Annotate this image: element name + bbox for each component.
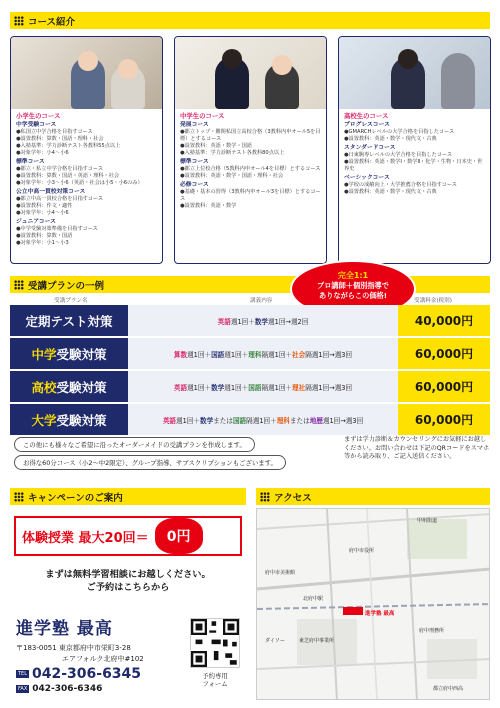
school-name: 進学塾 最高 bbox=[16, 619, 113, 639]
fax-row bbox=[16, 684, 102, 694]
plan-desc-part: 英語 bbox=[173, 383, 188, 392]
course-detail: ●設置教科：英語・数学・国語 bbox=[180, 143, 252, 149]
school-building: エアフォルク北府中#102 bbox=[62, 655, 144, 663]
plan-row bbox=[10, 371, 490, 402]
plan-name bbox=[10, 371, 128, 402]
course-detail: ●基礎・基本の習得（3教科内申オール3を目標）とするコース bbox=[180, 189, 321, 202]
plan-desc-part: 隔週1回＋ bbox=[261, 383, 293, 392]
school-address: 〒183-0051 東京都府中市栄町3-28 bbox=[16, 644, 131, 652]
plan-name bbox=[10, 404, 128, 435]
course-detail: ●日東駒専レベルの大学合格を目指したコース bbox=[344, 152, 453, 158]
plan-desc-part: 算数 bbox=[173, 350, 188, 359]
course-detail: ●設置教科：英語・数学・現代文・古典 bbox=[344, 189, 437, 195]
access-title: アクセス bbox=[274, 492, 312, 504]
plan-desc-part: 週1回＋ bbox=[176, 416, 200, 425]
plan-name-text: 定期テスト対策 bbox=[25, 313, 113, 329]
school-fax: 042-306-6346 bbox=[32, 684, 103, 694]
map-label-koshu: 甲州街道 bbox=[417, 518, 438, 524]
plan-description bbox=[128, 404, 398, 435]
course-card-junior-high bbox=[174, 36, 327, 264]
course-group-name: 発展コース bbox=[180, 122, 209, 128]
plan-desc-part: 理科 bbox=[276, 416, 290, 425]
plan-desc-part: 国語 bbox=[248, 383, 262, 392]
course-section-header bbox=[10, 12, 490, 29]
plan-description bbox=[128, 338, 398, 369]
course-detail: ●対象学年：小1〜小3 bbox=[16, 240, 69, 246]
course-detail: ●中学受験対策準備を目指すコース bbox=[16, 226, 98, 232]
campaign-offer-box bbox=[14, 516, 242, 556]
plan-desc-part: または bbox=[289, 416, 310, 425]
plan-row bbox=[10, 338, 490, 369]
campaign-invite bbox=[14, 568, 242, 594]
plan-desc-part: 社会 bbox=[292, 350, 306, 359]
map-label-city-hall: 府中市役所 bbox=[349, 548, 375, 554]
plan-price: 60,000円 bbox=[398, 371, 490, 402]
plan-name bbox=[10, 305, 128, 336]
campaign-offer: 体験授業 最大20回＝ bbox=[22, 530, 149, 546]
plan-name-highlight: 大学 bbox=[31, 412, 57, 428]
plan-desc-part: 週1回＋ bbox=[230, 317, 255, 326]
course-card-elementary bbox=[10, 36, 163, 264]
plan-desc-part: 数学 bbox=[211, 383, 225, 392]
course-group-name: 公立中高一貫校対策コース bbox=[16, 189, 86, 195]
counseling-note: まずは学力診断＆カウンセリングにお気軽にお越しください。お問い合わせは下記のQRコードをスマホ等から読み取り、ご記入送信ください。 bbox=[344, 436, 490, 461]
plan-desc-part: 隔週1回→週3回 bbox=[305, 383, 353, 392]
phone-icon: TEL bbox=[18, 671, 27, 677]
course-group-name: スタンダードコース bbox=[344, 145, 396, 151]
fax-icon: FAX bbox=[18, 686, 28, 692]
course-group-name: 標準コース bbox=[16, 159, 45, 165]
course-detail: ●入塾基準：学力診断テスト各教科55点以上 bbox=[16, 143, 121, 149]
plan-price: 40,000円 bbox=[398, 305, 490, 336]
dots-icon bbox=[260, 492, 270, 502]
map-label-toshiba: 東芝府中事業所 bbox=[299, 638, 335, 644]
plan-desc-part: 国語 bbox=[232, 416, 247, 425]
course-detail: ●学校の成績向上・大学推薦合格を目指すコース bbox=[344, 182, 457, 188]
plan-desc-part: 週1回＋ bbox=[187, 383, 212, 392]
photo-junior-high bbox=[175, 37, 326, 109]
col-plan-label: 受講プラン名 bbox=[54, 298, 88, 304]
plan-description bbox=[128, 371, 398, 402]
campaign-title: キャンペーンのご案内 bbox=[28, 492, 123, 504]
dots-icon bbox=[14, 280, 24, 290]
plan-desc-part: 週1回＋ bbox=[187, 350, 212, 359]
col-price-label: 受講料金(税別) bbox=[414, 298, 452, 304]
plan-section-header bbox=[10, 276, 490, 293]
badge-line1: 完全1:1 bbox=[337, 271, 369, 280]
course-detail: ●設置教科：作文・適性 bbox=[16, 203, 73, 209]
qr-code[interactable] bbox=[190, 618, 240, 668]
plan-desc-part: 数学 bbox=[199, 416, 214, 425]
map-label-school: 進学塾 最高 bbox=[365, 611, 395, 617]
map-label-kitafuchu: 北府中駅 bbox=[303, 596, 324, 602]
plan-row bbox=[10, 305, 490, 336]
course-group-name: プログレスコース bbox=[344, 122, 390, 128]
access-map[interactable] bbox=[256, 508, 490, 700]
plan-name-text: 受験対策 bbox=[56, 379, 107, 395]
course-detail: ●都立・私立中学合格を目指すコース bbox=[16, 166, 104, 172]
qr-caption-line2: フォーム bbox=[202, 680, 228, 688]
course-detail: ●設置教科：算数・国語・英語・理科・社会 bbox=[16, 173, 120, 179]
plan-desc-part: 理科 bbox=[248, 350, 262, 359]
course-detail: ●対象学年：小4〜小6 bbox=[16, 210, 69, 216]
plan-desc-part: 隔週1回＋ bbox=[246, 416, 277, 425]
course-detail: ●対象学年：小3〜小6（英語・社会は小5・小6のみ） bbox=[16, 180, 143, 186]
discount-note: お得な60分コース（小2〜中2限定）、グループ指導、サブスクリプションもございます。 bbox=[14, 455, 286, 470]
plan-desc-part: 英語 bbox=[162, 416, 176, 425]
map-label-museum: 府中市美術館 bbox=[265, 570, 296, 576]
invite-line1: まずは無料学習相談にお越しください。 bbox=[45, 569, 211, 580]
plan-row bbox=[10, 404, 490, 435]
course-title: 小学生のコース bbox=[16, 112, 61, 120]
access-header bbox=[256, 488, 490, 505]
zero-yen-burst: 0円 bbox=[155, 518, 203, 554]
course-detail: ●都立中高一貫校合格を目指すコース bbox=[16, 196, 104, 202]
course-group-name: 必修コース bbox=[180, 182, 209, 188]
plan-desc-part: 英語 bbox=[217, 317, 231, 326]
col-content-label: 講義内容 bbox=[250, 298, 273, 304]
plan-desc-part: 週1回→週2回 bbox=[268, 317, 309, 326]
course-detail: ●都立上位校合格（5教科内申オール4を目標）とするコース bbox=[180, 166, 321, 172]
plan-desc-part: 地歴 bbox=[309, 416, 323, 425]
course-title: 高校生のコース bbox=[344, 112, 389, 120]
qr-code-icon bbox=[191, 619, 239, 667]
plan-section-title: 受講プランの一例 bbox=[28, 280, 105, 292]
course-detail: ●対象学年：小4〜小6 bbox=[16, 150, 69, 156]
plan-name-text: 受験対策 bbox=[56, 412, 107, 428]
course-group-name: ジュニアコース bbox=[16, 219, 56, 225]
plan-name bbox=[10, 338, 128, 369]
plan-desc-part: 数学 bbox=[254, 317, 269, 326]
plan-price: 60,000円 bbox=[398, 338, 490, 369]
badge-line3: ありながらこの価格! bbox=[319, 291, 387, 300]
plan-description bbox=[128, 305, 398, 336]
plan-desc-part: または bbox=[213, 416, 233, 425]
qr-caption bbox=[190, 672, 240, 688]
course-group-name: 標準コース bbox=[180, 159, 209, 165]
plan-desc-part: 国語 bbox=[211, 350, 225, 359]
dots-icon bbox=[14, 16, 24, 26]
course-detail: ●設置教科：英語・数学・国語・理科・社会 bbox=[180, 173, 284, 179]
badge-line2: プロ講師＋個別指導で bbox=[317, 281, 389, 290]
map-graphic bbox=[257, 509, 490, 700]
course-card-high-school bbox=[338, 36, 491, 264]
course-section-title: コース紹介 bbox=[28, 16, 76, 28]
invite-line2: ご予約はこちらから bbox=[86, 582, 170, 593]
school-tel[interactable]: 042-306-6345 bbox=[32, 666, 142, 682]
course-detail: ●設置教科：英語・数学Ⅰ・数学Ⅱ・化学・生物・日本史・世界史 bbox=[344, 159, 483, 172]
plan-desc-part: 隔週1回→週3回 bbox=[305, 350, 353, 359]
plan-name-highlight: 高校 bbox=[31, 379, 57, 395]
photo-elementary bbox=[11, 37, 162, 109]
plan-desc-part: 週1回＋ bbox=[224, 350, 249, 359]
course-detail: ●設置教科：英語・数学 bbox=[180, 203, 237, 209]
dots-icon bbox=[14, 492, 24, 502]
plan-name-highlight: 中学 bbox=[31, 346, 57, 362]
map-label-fuchu-nishi: 都立府中西高 bbox=[433, 686, 464, 692]
course-title: 中学生のコース bbox=[180, 112, 225, 120]
tel-row bbox=[16, 666, 141, 682]
course-detail: ●設置教科：算数・国語 bbox=[16, 233, 73, 239]
plan-desc-part: 理社 bbox=[292, 383, 306, 392]
course-detail: ●設置教科：算数・国語・理科・社会 bbox=[16, 136, 104, 142]
map-label-prison: 府中刑務所 bbox=[419, 628, 445, 634]
plan-desc-part: 隔週1回＋ bbox=[261, 350, 293, 359]
plan-name-text: 受験対策 bbox=[56, 346, 107, 362]
course-detail: ●設置教科：英語・数学・現代文・古典 bbox=[344, 136, 437, 142]
course-group-name: ベーシックコース bbox=[344, 175, 390, 181]
campaign-header bbox=[10, 488, 246, 505]
course-detail: ●私国立中学合格を目指すコース bbox=[16, 129, 93, 135]
plan-desc-part: 週1回＋ bbox=[224, 383, 249, 392]
course-group-name: 中学受験コース bbox=[16, 122, 57, 128]
custom-plan-note: この他にも様々なご希望に沿ったオーダーメイドの受講プランを作成します。 bbox=[14, 437, 255, 452]
course-detail: ●GMARCHレベルの大学合格を目指したコース bbox=[344, 129, 455, 135]
course-detail: ●都立トップ・難関私国立高校合格（3教科内申オール5を目標）とするコース bbox=[180, 129, 321, 142]
photo-high-school bbox=[339, 37, 490, 109]
course-detail: ●入塾基準：学力診断テスト各教科80点以上 bbox=[180, 150, 285, 156]
qr-caption-line1: 予約専用 bbox=[202, 672, 228, 680]
plan-price: 60,000円 bbox=[398, 404, 490, 435]
plan-desc-part: 週1回→週3回 bbox=[322, 416, 364, 425]
map-label-daiso: ダイソー bbox=[265, 638, 285, 644]
